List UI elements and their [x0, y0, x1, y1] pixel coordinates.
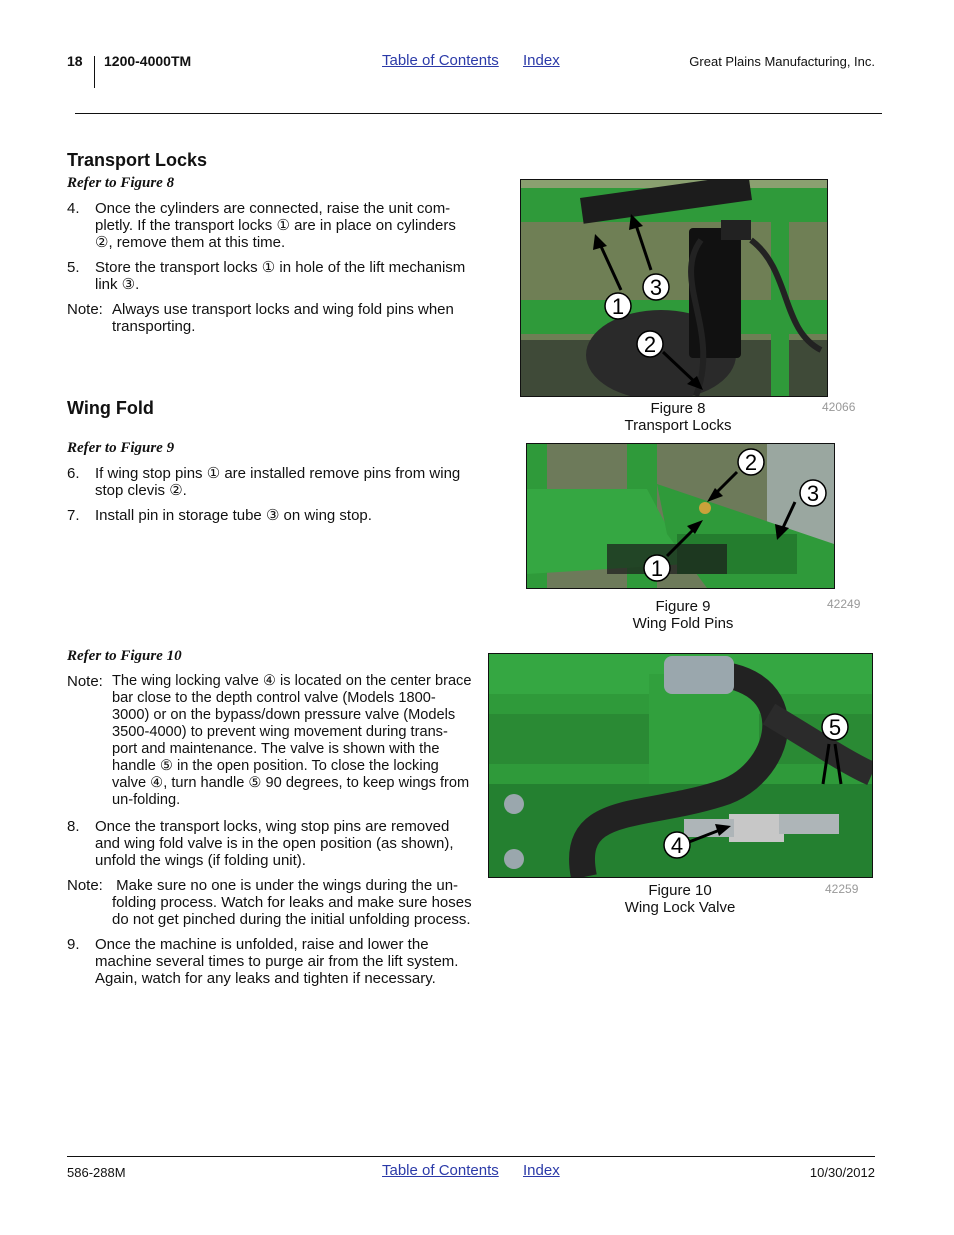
- step-number: 5.: [67, 259, 80, 276]
- toc-link-header[interactable]: Table of Contents: [382, 52, 499, 69]
- note-line: valve ④, turn handle ⑤ 90 degrees, to keep wings from: [112, 775, 470, 791]
- figure-8-callout-3: 3: [649, 275, 663, 300]
- step-number: 4.: [67, 200, 80, 217]
- figure-caption: Wing Fold Pins: [632, 615, 734, 632]
- step-number: 8.: [67, 818, 80, 835]
- step-line: Once the transport locks, wing stop pins are removed: [95, 818, 450, 835]
- step-line: pletly. If the transport locks ① are in place on cylinders: [95, 217, 456, 234]
- note-line: un-folding.: [112, 792, 181, 808]
- figure-10-callout-4: 4: [670, 833, 684, 858]
- figure-title: Figure 10: [648, 882, 712, 899]
- step-6: [67, 465, 487, 499]
- step-8: [67, 818, 487, 869]
- figure-9-photo: [526, 443, 835, 589]
- section-title-wing-fold: Wing Fold: [67, 398, 154, 418]
- note-line: Always use transport locks and wing fold pins when: [112, 301, 454, 318]
- figure-10-id: 42259: [825, 882, 859, 896]
- note-label: Note:: [67, 301, 103, 318]
- step-number: 6.: [67, 465, 80, 482]
- step-4: [67, 200, 487, 251]
- section-title-transport-locks: Transport Locks: [67, 150, 208, 170]
- note-unfold-safety: [67, 877, 487, 928]
- step-line: unfold the wings (if folding unit).: [95, 852, 306, 869]
- figure-8-id: 42066: [822, 400, 856, 414]
- footer-rule: [67, 1156, 875, 1157]
- figure-8-photo: [520, 179, 828, 397]
- figure-title: Figure 9: [655, 598, 711, 615]
- figure-8-caption: [597, 400, 759, 434]
- step-7: [67, 507, 487, 524]
- refer-figure-10: Refer to Figure 10: [67, 648, 182, 664]
- note-line: bar close to the depth control valve (Models 1800-: [112, 690, 436, 706]
- header-rule: [75, 113, 882, 114]
- company-name: Great Plains Manufacturing, Inc.: [689, 54, 875, 69]
- step-line: and wing fold valve is in the open position (as shown),: [95, 835, 454, 852]
- index-link-footer[interactable]: Index: [523, 1162, 560, 1179]
- step-line: Once the cylinders are connected, raise the unit com-: [95, 200, 451, 217]
- step-line: Again, watch for any leaks and tighten if necessary.: [95, 970, 436, 987]
- note-transport: [67, 301, 487, 335]
- figure-10-caption: [599, 882, 761, 916]
- note-line: handle ⑤ in the open position. To close the locking: [112, 758, 439, 774]
- page-number: 18: [67, 53, 83, 69]
- figure-10-photo: [488, 653, 873, 878]
- step-number: 7.: [67, 507, 80, 524]
- figure-8-callout-1: 1: [611, 294, 625, 319]
- figure-9-callout-2: 2: [744, 450, 758, 475]
- figure-caption: Transport Locks: [624, 417, 732, 434]
- note-line: port and maintenance. The valve is shown with the: [112, 741, 440, 757]
- step-number: 9.: [67, 936, 80, 953]
- note-line: 3000) or on the bypass/down pressure valve (Models: [112, 707, 456, 723]
- step-line: stop clevis ②.: [95, 482, 187, 499]
- step-line: link ③.: [95, 276, 140, 293]
- model-number: 1200-4000TM: [104, 53, 192, 69]
- note-label: Note:: [67, 673, 103, 690]
- step-line: If wing stop pins ① are installed remove pins from wing: [95, 465, 461, 482]
- step-9: [67, 936, 487, 987]
- figure-10-callout-5: 5: [828, 715, 842, 740]
- doc-number: 586-288M: [67, 1165, 126, 1180]
- step-line: Once the machine is unfolded, raise and lower the: [95, 936, 429, 953]
- note-line: do not get pinched during the initial unfolding process.: [112, 911, 471, 928]
- note-line: transporting.: [112, 318, 196, 335]
- index-link-header[interactable]: Index: [523, 52, 560, 69]
- refer-figure-9: Refer to Figure 9: [67, 440, 175, 456]
- header-divider: [94, 56, 95, 88]
- note-wing-lock-valve: [67, 673, 487, 809]
- figure-9-callout-1: 1: [650, 556, 664, 581]
- figure-9-id: 42249: [827, 597, 861, 611]
- toc-link-footer[interactable]: Table of Contents: [382, 1162, 499, 1179]
- figure-9-callout-3: 3: [806, 481, 820, 506]
- note-line: Make sure no one is under the wings during the un-: [112, 877, 459, 894]
- step-line: Store the transport locks ① in hole of the lift mechanism: [95, 259, 466, 276]
- figure-caption: Wing Lock Valve: [624, 899, 736, 916]
- step-line: machine several times to purge air from the lift system.: [95, 953, 459, 970]
- note-line: folding process. Watch for leaks and make sure hoses: [112, 894, 472, 911]
- note-line: 3500-4000) to prevent wing movement during trans-: [112, 724, 448, 740]
- step-5: [67, 259, 487, 293]
- footer-date: 10/30/2012: [809, 1165, 875, 1180]
- note-label: Note:: [67, 877, 103, 894]
- refer-figure-8: Refer to Figure 8: [67, 175, 175, 191]
- figure-9-caption: [602, 598, 764, 632]
- figure-title: Figure 8: [650, 400, 706, 417]
- step-line: Install pin in storage tube ③ on wing stop.: [95, 507, 372, 524]
- step-line: ②, remove them at this time.: [95, 234, 286, 251]
- figure-8-callout-2: 2: [643, 332, 657, 357]
- note-line: The wing locking valve ④ is located on the center brace: [112, 673, 472, 689]
